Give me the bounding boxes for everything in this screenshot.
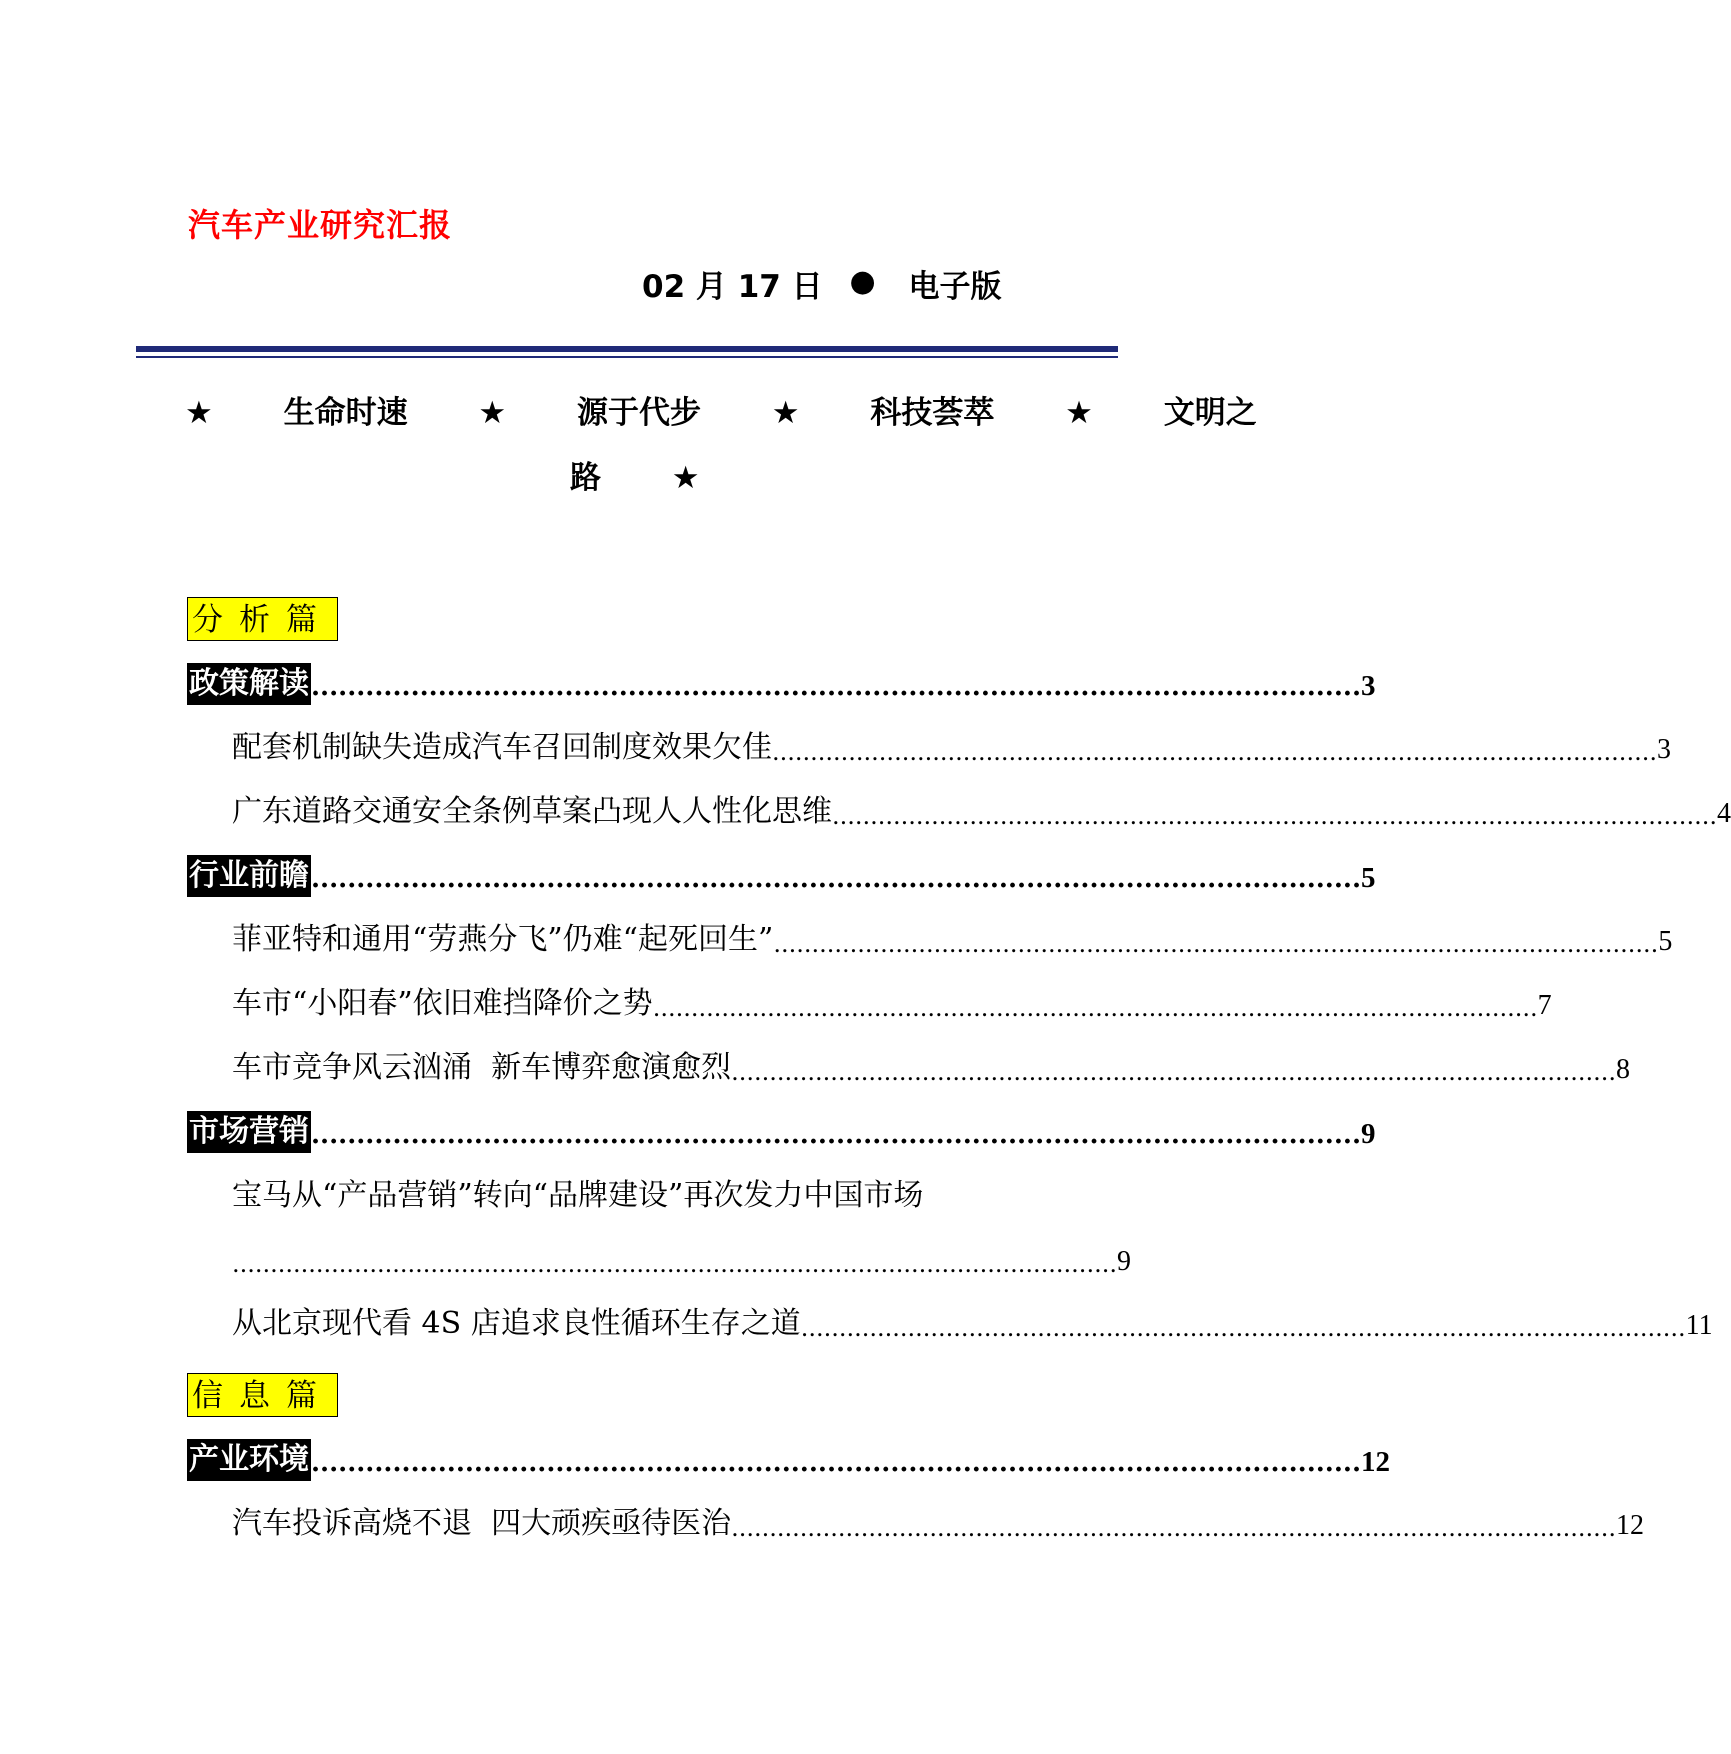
toc-entry-continued[interactable]: .................................................................................................................... 9 <box>232 1246 1131 1278</box>
header-rule-thin <box>136 356 1118 358</box>
toc-entry[interactable]: 广东道路交通安全条例草案凸现人人性化思维 .................................................................................................................... 4 <box>232 794 1731 830</box>
toc-entry[interactable]: 菲亚特和通用“劳燕分飞”仍难“起死回生” .................................................................................................................... 5 <box>232 922 1673 958</box>
header-rule-thick <box>136 346 1118 352</box>
toc-heading-marketing[interactable]: 市场营销 .................................................................................................................... 9 <box>187 1109 1050 1153</box>
star-icon: ★ <box>671 460 700 496</box>
bullet-icon: ● <box>849 264 876 299</box>
slogan-item: 生命时速 <box>283 395 408 431</box>
slogan-item: 科技荟萃 <box>870 395 995 431</box>
slogan-line-continued <box>570 458 700 498</box>
edition-label: 电子版 <box>908 269 1002 305</box>
toc-heading-environment[interactable]: 产业环境 .................................................................................................................... 12 <box>187 1437 1050 1481</box>
toc-entry[interactable]: 车市竞争风云汹涌 新车博弈愈演愈烈 .................................................................................................................... 8 <box>232 1050 1631 1086</box>
star-icon: ★ <box>185 395 213 431</box>
publication-title: 汽车产业研究汇报 <box>188 206 453 244</box>
star-icon: ★ <box>478 395 507 431</box>
section-title-analysis: 分析篇 <box>187 597 338 641</box>
star-icon: ★ <box>771 395 800 431</box>
dateline <box>642 265 1001 310</box>
toc-entry[interactable]: 配套机制缺失造成汽车召回制度效果欠佳 .................................................................................................................... 3 <box>232 730 1671 766</box>
toc-entry-wrapped[interactable] <box>232 1175 1050 1217</box>
section-title-info: 信息篇 <box>187 1373 338 1417</box>
slogan-item: 路 <box>570 460 601 496</box>
issue-date: 02 月 17 日 <box>642 269 823 305</box>
toc-entry[interactable]: 汽车投诉高烧不退 四大顽疾亟待医治 .................................................................................................................... 12 <box>232 1506 1645 1542</box>
toc-entry[interactable]: 从北京现代看 4S 店追求良性循环生存之道 .................................................................................................................... 11 <box>232 1306 1713 1342</box>
toc-heading-policy[interactable]: 政策解读 .................................................................................................................... 3 <box>187 661 1050 705</box>
slogan-item: 文明之 <box>1163 395 1257 431</box>
star-icon: ★ <box>1065 395 1093 431</box>
toc-entry-label: 宝马从“产品营销”转向“品牌建设”再次发力中国市场 <box>232 1178 924 1213</box>
toc-heading-industry[interactable]: 行业前瞻 .................................................................................................................... 5 <box>187 853 1050 897</box>
toc-entry[interactable]: 车市“小阳春”依旧难挡降价之势 .................................................................................................................... 7 <box>232 986 1552 1022</box>
slogan-item: 源于代步 <box>576 395 701 431</box>
slogan-line <box>185 393 1257 433</box>
